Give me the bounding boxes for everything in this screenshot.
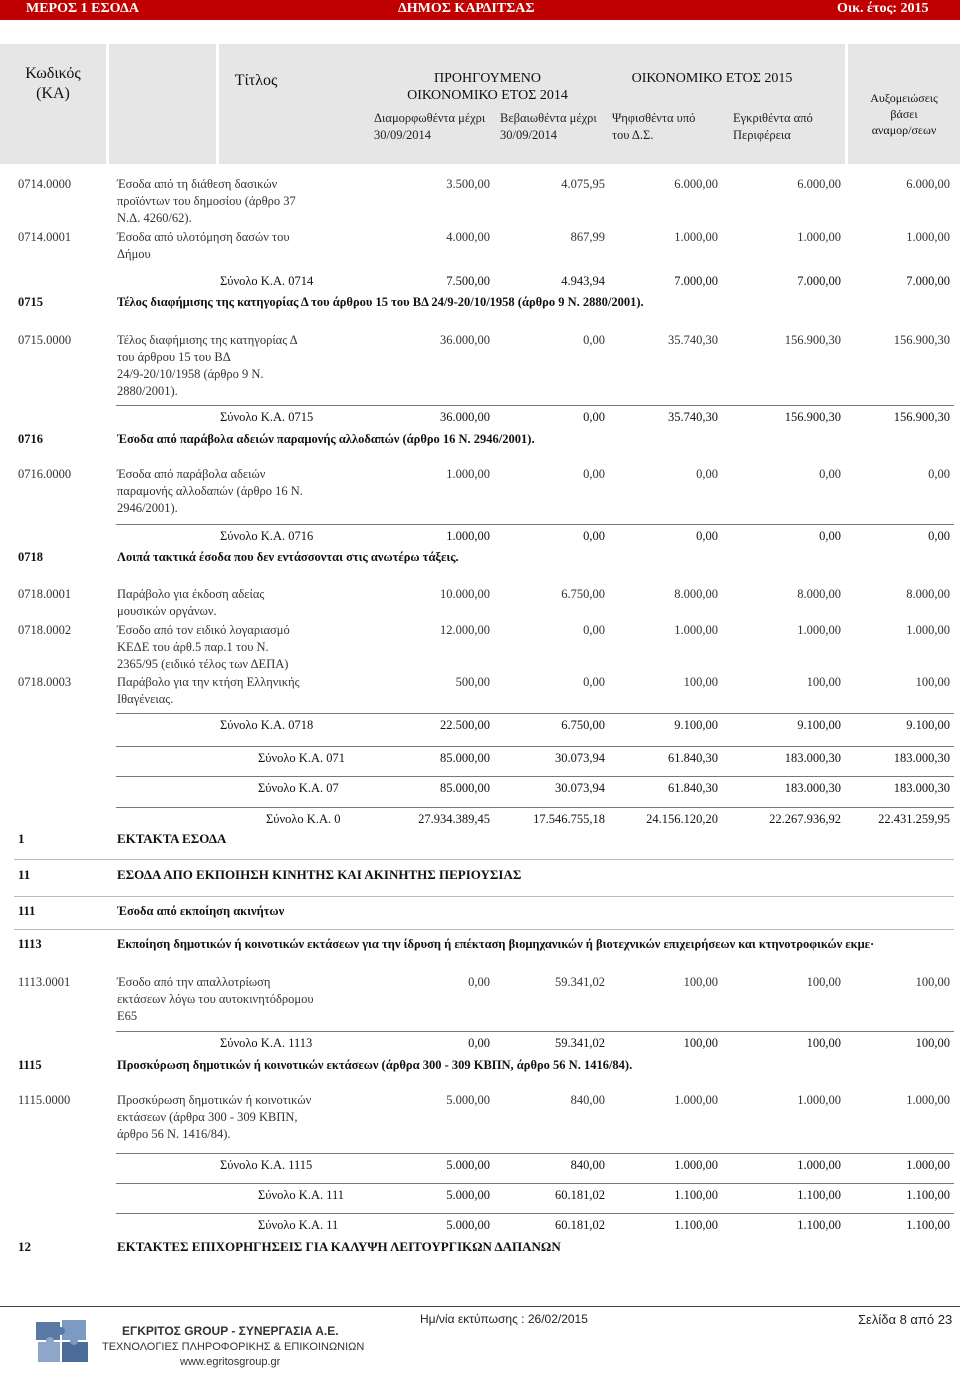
municipality-name: ΔΗΜΟΣ ΚΑΡΔΙΤΣΑΣ: [398, 1, 535, 16]
total-value: 1.100,00: [906, 1188, 950, 1202]
title-column-header: Τίτλος: [234, 72, 278, 89]
item-value: 5.000,00: [446, 1093, 490, 1107]
item-value: 867,99: [570, 230, 605, 244]
total-value: 7.000,00: [797, 274, 841, 288]
item-title-line: Δήμου: [117, 247, 151, 261]
group-divider: [14, 859, 954, 860]
item-value: 156.900,30: [893, 333, 950, 347]
company-name: ΕΓΚΡΙΤΟΣ GROUP - ΣΥΝΕΡΓΑΣΙΑ Α.Ε.: [122, 1324, 339, 1338]
item-value: 6.750,00: [561, 587, 605, 601]
total-value: 1.000,00: [906, 1158, 950, 1172]
group-code: 1115: [18, 1058, 42, 1072]
item-value: 100,00: [683, 675, 718, 689]
total-value: 9.100,00: [674, 718, 718, 732]
table-header: [0, 44, 960, 164]
group-divider: [14, 929, 954, 930]
item-value: 0,00: [819, 467, 841, 481]
item-title-line: Ν.Δ. 4260/62).: [117, 211, 192, 225]
total-label: Σύνολο Κ.Α. 0716: [220, 529, 314, 543]
item-value: 0,00: [928, 467, 950, 481]
group-title: Τέλος διαφήμισης της κατηγορίας Δ του άρθρου 15 του ΒΔ 24/9-20/10/1958 (άρθρο 9 Ν. 2880/2001).: [117, 295, 644, 309]
footer-divider: [0, 1306, 960, 1307]
total-value: 1.000,00: [446, 529, 490, 543]
item-value: 8.000,00: [906, 587, 950, 601]
total-value: 156.900,30: [893, 410, 950, 424]
total-value: 9.100,00: [797, 718, 841, 732]
total-value: 0,00: [819, 529, 841, 543]
top-bar: [0, 0, 960, 20]
group-title: Εκποίηση δημοτικών ή κοινοτικών εκτάσεων για την ίδρυση ή επέκταση βιομηχανικών ή βιοτεχνικών επιχειρήσεων και κτηνοτροφικών εκμε·: [117, 937, 875, 951]
total-value: 61.840,30: [668, 751, 718, 765]
group-code: 11: [18, 867, 31, 882]
group-code: 12: [18, 1239, 31, 1254]
item-title-line: άρθρο 56 Ν. 1416/84).: [117, 1127, 231, 1141]
item-value: 0,00: [583, 467, 605, 481]
total-label: Σύνολο Κ.Α. 0718: [220, 718, 314, 732]
item-value: 1.000,00: [797, 230, 841, 244]
group-title: ΕΚΤΑΚΤΑ ΕΣΟΔΑ: [117, 831, 227, 846]
total-value: 5.000,00: [446, 1188, 490, 1202]
total-value: 0,00: [583, 529, 605, 543]
total-value: 30.073,94: [555, 751, 605, 765]
total-value: 59.341,02: [555, 1036, 605, 1050]
total-value: 5.000,00: [446, 1158, 490, 1172]
total-value: 0,00: [696, 529, 718, 543]
company-tagline: ΤΕΧΝΟΛΟΓΙΕΣ ΠΛΗΡΟΦΟΡΙΚΗΣ & ΕΠΙΚΟΙΝΩΝΙΩΝ: [102, 1341, 365, 1353]
group-code: 0716: [18, 432, 43, 446]
total-value: 22.500,00: [440, 718, 490, 732]
item-title-line: Έσοδο από την απαλλοτρίωση: [117, 975, 271, 989]
item-value: 1.000,00: [797, 1093, 841, 1107]
item-title-line: παραμονής αλλοδαπών (άρθρο 16 Ν.: [117, 484, 303, 498]
item-title-line: ΚΕΔΕ του άρθ.5 παρ.1 του Ν.: [117, 640, 269, 654]
total-value: 0,00: [583, 410, 605, 424]
total-value: 1.100,00: [674, 1188, 718, 1202]
total-divider: [116, 1183, 954, 1184]
total-label: Σύνολο Κ.Α. 0714: [220, 274, 314, 288]
item-value: 100,00: [806, 675, 841, 689]
total-value: 5.000,00: [446, 1218, 490, 1232]
item-value: 0,00: [583, 623, 605, 637]
total-value: 22.267.936,92: [769, 812, 841, 826]
group-code: 1113: [18, 937, 42, 951]
total-divider: [116, 776, 954, 777]
item-title-line: Παράβολο για την κτήση Ελληνικής: [117, 675, 300, 689]
item-code: 0718.0003: [18, 675, 72, 689]
item-title-line: Ε65: [117, 1009, 138, 1023]
item-title-line: Έσοδα από τη διάθεση δασικών: [117, 177, 278, 191]
code-column-header: Κωδικός (ΚΑ): [25, 65, 81, 102]
item-title-line: εκτάσεων (άρθρα 300 - 309 ΚΒΠΝ,: [117, 1110, 298, 1124]
item-code: 0714.0001: [18, 230, 72, 244]
total-value: 4.943,94: [561, 274, 605, 288]
item-value: 4.000,00: [446, 230, 490, 244]
group-divider: [14, 896, 954, 897]
total-label: Σύνολο Κ.Α. 111: [258, 1188, 345, 1202]
item-title-line: 2946/2001).: [117, 501, 178, 515]
item-value: 0,00: [583, 333, 605, 347]
total-value: 61.840,30: [668, 781, 718, 795]
total-value: 85.000,00: [440, 781, 490, 795]
item-value: 59.341,02: [555, 975, 605, 989]
total-value: 35.740,30: [668, 410, 718, 424]
item-value: 0,00: [468, 975, 490, 989]
item-title-line: Έσοδα από υλοτόμηση δασών του: [117, 230, 290, 244]
total-value: 1.100,00: [674, 1218, 718, 1232]
total-value: 1.000,00: [797, 1158, 841, 1172]
total-value: 7.000,00: [906, 274, 950, 288]
total-value: 183.000,30: [893, 751, 950, 765]
item-value: 1.000,00: [446, 467, 490, 481]
item-title-line: 2365/95 (ειδικό τέλος των ΔΕΠΑ): [117, 657, 289, 671]
item-code: 0714.0000: [18, 177, 72, 191]
item-value: 1.000,00: [797, 623, 841, 637]
group-code: 111: [18, 904, 36, 918]
item-value: 8.000,00: [674, 587, 718, 601]
item-title-line: 24/9-20/10/1958 (άρθρο 9 Ν.: [117, 367, 264, 381]
amended-header: Διαμορφωθέντα μέχρι 30/09/2014: [374, 111, 486, 142]
total-value: 156.900,30: [784, 410, 841, 424]
voted-header: Ψηφισθέντα υπό του Δ.Σ.: [612, 111, 696, 142]
total-value: 85.000,00: [440, 751, 490, 765]
item-code: 0715.0000: [18, 333, 72, 347]
item-code: 0716.0000: [18, 467, 72, 481]
item-value: 1.000,00: [906, 230, 950, 244]
total-divider: [116, 1031, 954, 1032]
page-number: Σελίδα 8 από 23: [858, 1312, 953, 1327]
item-value: 6.000,00: [674, 177, 718, 191]
certified-header: Βεβαιωθέντα μέχρι 30/09/2014: [500, 111, 597, 142]
part-title: ΜΕΡΟΣ 1 ΕΣΟΔΑ: [26, 1, 139, 16]
group-title: Έσοδα από εκποίηση ακινήτων: [117, 904, 285, 918]
total-divider: [116, 713, 954, 714]
group-code: 0718: [18, 550, 43, 564]
total-value: 0,00: [468, 1036, 490, 1050]
item-value: 0,00: [583, 675, 605, 689]
total-value: 24.156.120,20: [646, 812, 718, 826]
previous-year-header: ΠΡΟΗΓΟΥΜΕΝΟ ΟΙΚΟΝΟΜΙΚΟ ΕΤΟΣ 2014: [407, 71, 568, 103]
total-value: 100,00: [683, 1036, 718, 1050]
total-value: 7.500,00: [446, 274, 490, 288]
item-value: 100,00: [915, 675, 950, 689]
item-value: 36.000,00: [440, 333, 490, 347]
total-label: Σύνολο Κ.Α. 07: [258, 781, 339, 795]
total-value: 17.546.755,18: [533, 812, 605, 826]
total-value: 60.181,02: [555, 1188, 605, 1202]
total-value: 100,00: [915, 1036, 950, 1050]
item-title-line: Έσοδα από παράβολα αδειών: [117, 467, 266, 481]
item-title-line: Τέλος διαφήμισης της κατηγορίας Δ: [117, 333, 298, 347]
print-date: Ημ/νία εκτύπωσης : 26/02/2015: [420, 1312, 588, 1326]
item-value: 8.000,00: [797, 587, 841, 601]
item-value: 6.000,00: [797, 177, 841, 191]
total-divider: [116, 746, 954, 747]
total-value: 60.181,02: [555, 1218, 605, 1232]
item-value: 100,00: [683, 975, 718, 989]
total-value: 27.934.389,45: [418, 812, 490, 826]
total-value: 7.000,00: [674, 274, 718, 288]
total-divider: [116, 807, 954, 808]
item-value: 6.000,00: [906, 177, 950, 191]
item-title-line: προϊόντων του δημοσίου (άρθρο 37: [117, 194, 296, 208]
item-title-line: Παράβολο για έκδοση αδείας: [117, 587, 265, 601]
item-title-line: μουσικών οργάνων.: [117, 604, 217, 618]
total-value: 0,00: [928, 529, 950, 543]
total-label: Σύνολο Κ.Α. 11: [258, 1218, 339, 1232]
group-code: 1: [18, 831, 25, 846]
total-label: Σύνολο Κ.Α. 0715: [220, 410, 314, 424]
item-value: 3.500,00: [446, 177, 490, 191]
item-title-line: Ιθαγένειας.: [117, 692, 174, 706]
item-value: 35.740,30: [668, 333, 718, 347]
item-value: 1.000,00: [906, 1093, 950, 1107]
item-title-line: Προσκύρωση δημοτικών ή κοινοτικών: [117, 1093, 312, 1107]
item-value: 10.000,00: [440, 587, 490, 601]
group-title: Έσοδα από παράβολα αδειών παραμονής αλλοδαπών (άρθρο 16 Ν. 2946/2001).: [117, 432, 535, 446]
item-value: 100,00: [806, 975, 841, 989]
item-value: 100,00: [915, 975, 950, 989]
fiscal-year-header: ΟΙΚΟΝΟΜΙΚΟ ΕΤΟΣ 2015: [631, 71, 793, 86]
total-value: 1.100,00: [906, 1218, 950, 1232]
group-title: ΕΣΟΔΑ ΑΠΟ ΕΚΠΟΙΗΣΗ ΚΙΝΗΤΗΣ ΚΑΙ ΑΚΙΝΗΤΗΣ ΠΕΡΙΟΥΣΙΑΣ: [117, 867, 522, 882]
adjustments-header: Αυξομειώσεις βάσει αναμορ/σεων: [870, 91, 938, 137]
total-value: 840,00: [570, 1158, 605, 1172]
total-value: 22.431.259,95: [878, 812, 950, 826]
item-value: 840,00: [570, 1093, 605, 1107]
item-title-line: του άρθρου 15 του ΒΔ: [117, 350, 231, 364]
total-label: Σύνολο Κ.Α. 0: [266, 812, 341, 826]
item-value: 1.000,00: [674, 623, 718, 637]
item-title-line: εκτάσεων λόγω του αυτοκινητόδρομου: [117, 992, 314, 1006]
total-value: 183.000,30: [784, 781, 841, 795]
item-code: 1113.0001: [18, 975, 71, 989]
total-value: 1.100,00: [797, 1188, 841, 1202]
fiscal-year-label: Οικ. έτος: 2015: [837, 1, 929, 16]
item-value: 1.000,00: [674, 230, 718, 244]
total-value: 1.000,00: [674, 1158, 718, 1172]
total-value: 183.000,30: [893, 781, 950, 795]
total-divider: [116, 1153, 954, 1154]
total-value: 183.000,30: [784, 751, 841, 765]
item-value: 0,00: [696, 467, 718, 481]
item-value: 1.000,00: [906, 623, 950, 637]
total-label: Σύνολο Κ.Α. 1115: [220, 1158, 313, 1172]
total-label: Σύνολο Κ.Α. 071: [258, 751, 345, 765]
puzzle-logo-icon: [34, 1318, 94, 1364]
item-value: 156.900,30: [784, 333, 841, 347]
total-divider: [116, 524, 954, 525]
item-value: 4.075,95: [561, 177, 605, 191]
company-website: www.egritosgroup.gr: [180, 1356, 281, 1368]
group-title: ΕΚΤΑΚΤΕΣ ΕΠΙΧΟΡΗΓΗΣΕΙΣ ΓΙΑ ΚΑΛΥΨΗ ΛΕΙΤΟΥΡΓΙΚΩΝ ΔΑΠΑΝΩΝ: [117, 1239, 561, 1254]
total-value: 30.073,94: [555, 781, 605, 795]
group-title: Προσκύρωση δημοτικών ή κοινοτικών εκτάσεων (άρθρα 300 - 309 ΚΒΠΝ, άρθρο 56 Ν. 1416/84).: [117, 1058, 633, 1072]
item-code: 0718.0001: [18, 587, 72, 601]
group-code: 0715: [18, 295, 43, 309]
total-value: 100,00: [806, 1036, 841, 1050]
total-value: 1.100,00: [797, 1218, 841, 1232]
item-value: 1.000,00: [674, 1093, 718, 1107]
group-title: Λοιπά τακτικά έσοδα που δεν εντάσσονται στις ανωτέρω τάξεις.: [117, 550, 459, 564]
item-value: 12.000,00: [440, 623, 490, 637]
item-value: 500,00: [455, 675, 490, 689]
item-code: 1115.0000: [18, 1093, 71, 1107]
total-divider: [116, 1213, 954, 1214]
total-label: Σύνολο Κ.Α. 1113: [220, 1036, 313, 1050]
item-title-line: Έσοδο από τον ειδικό λογαριασμό: [117, 623, 290, 637]
item-code: 0718.0002: [18, 623, 72, 637]
total-value: 36.000,00: [440, 410, 490, 424]
approved-header: Εγκριθέντα από Περιφέρεια: [733, 111, 813, 142]
total-value: 6.750,00: [561, 718, 605, 732]
item-title-line: 2880/2001).: [117, 384, 178, 398]
total-value: 9.100,00: [906, 718, 950, 732]
total-divider: [116, 405, 954, 406]
